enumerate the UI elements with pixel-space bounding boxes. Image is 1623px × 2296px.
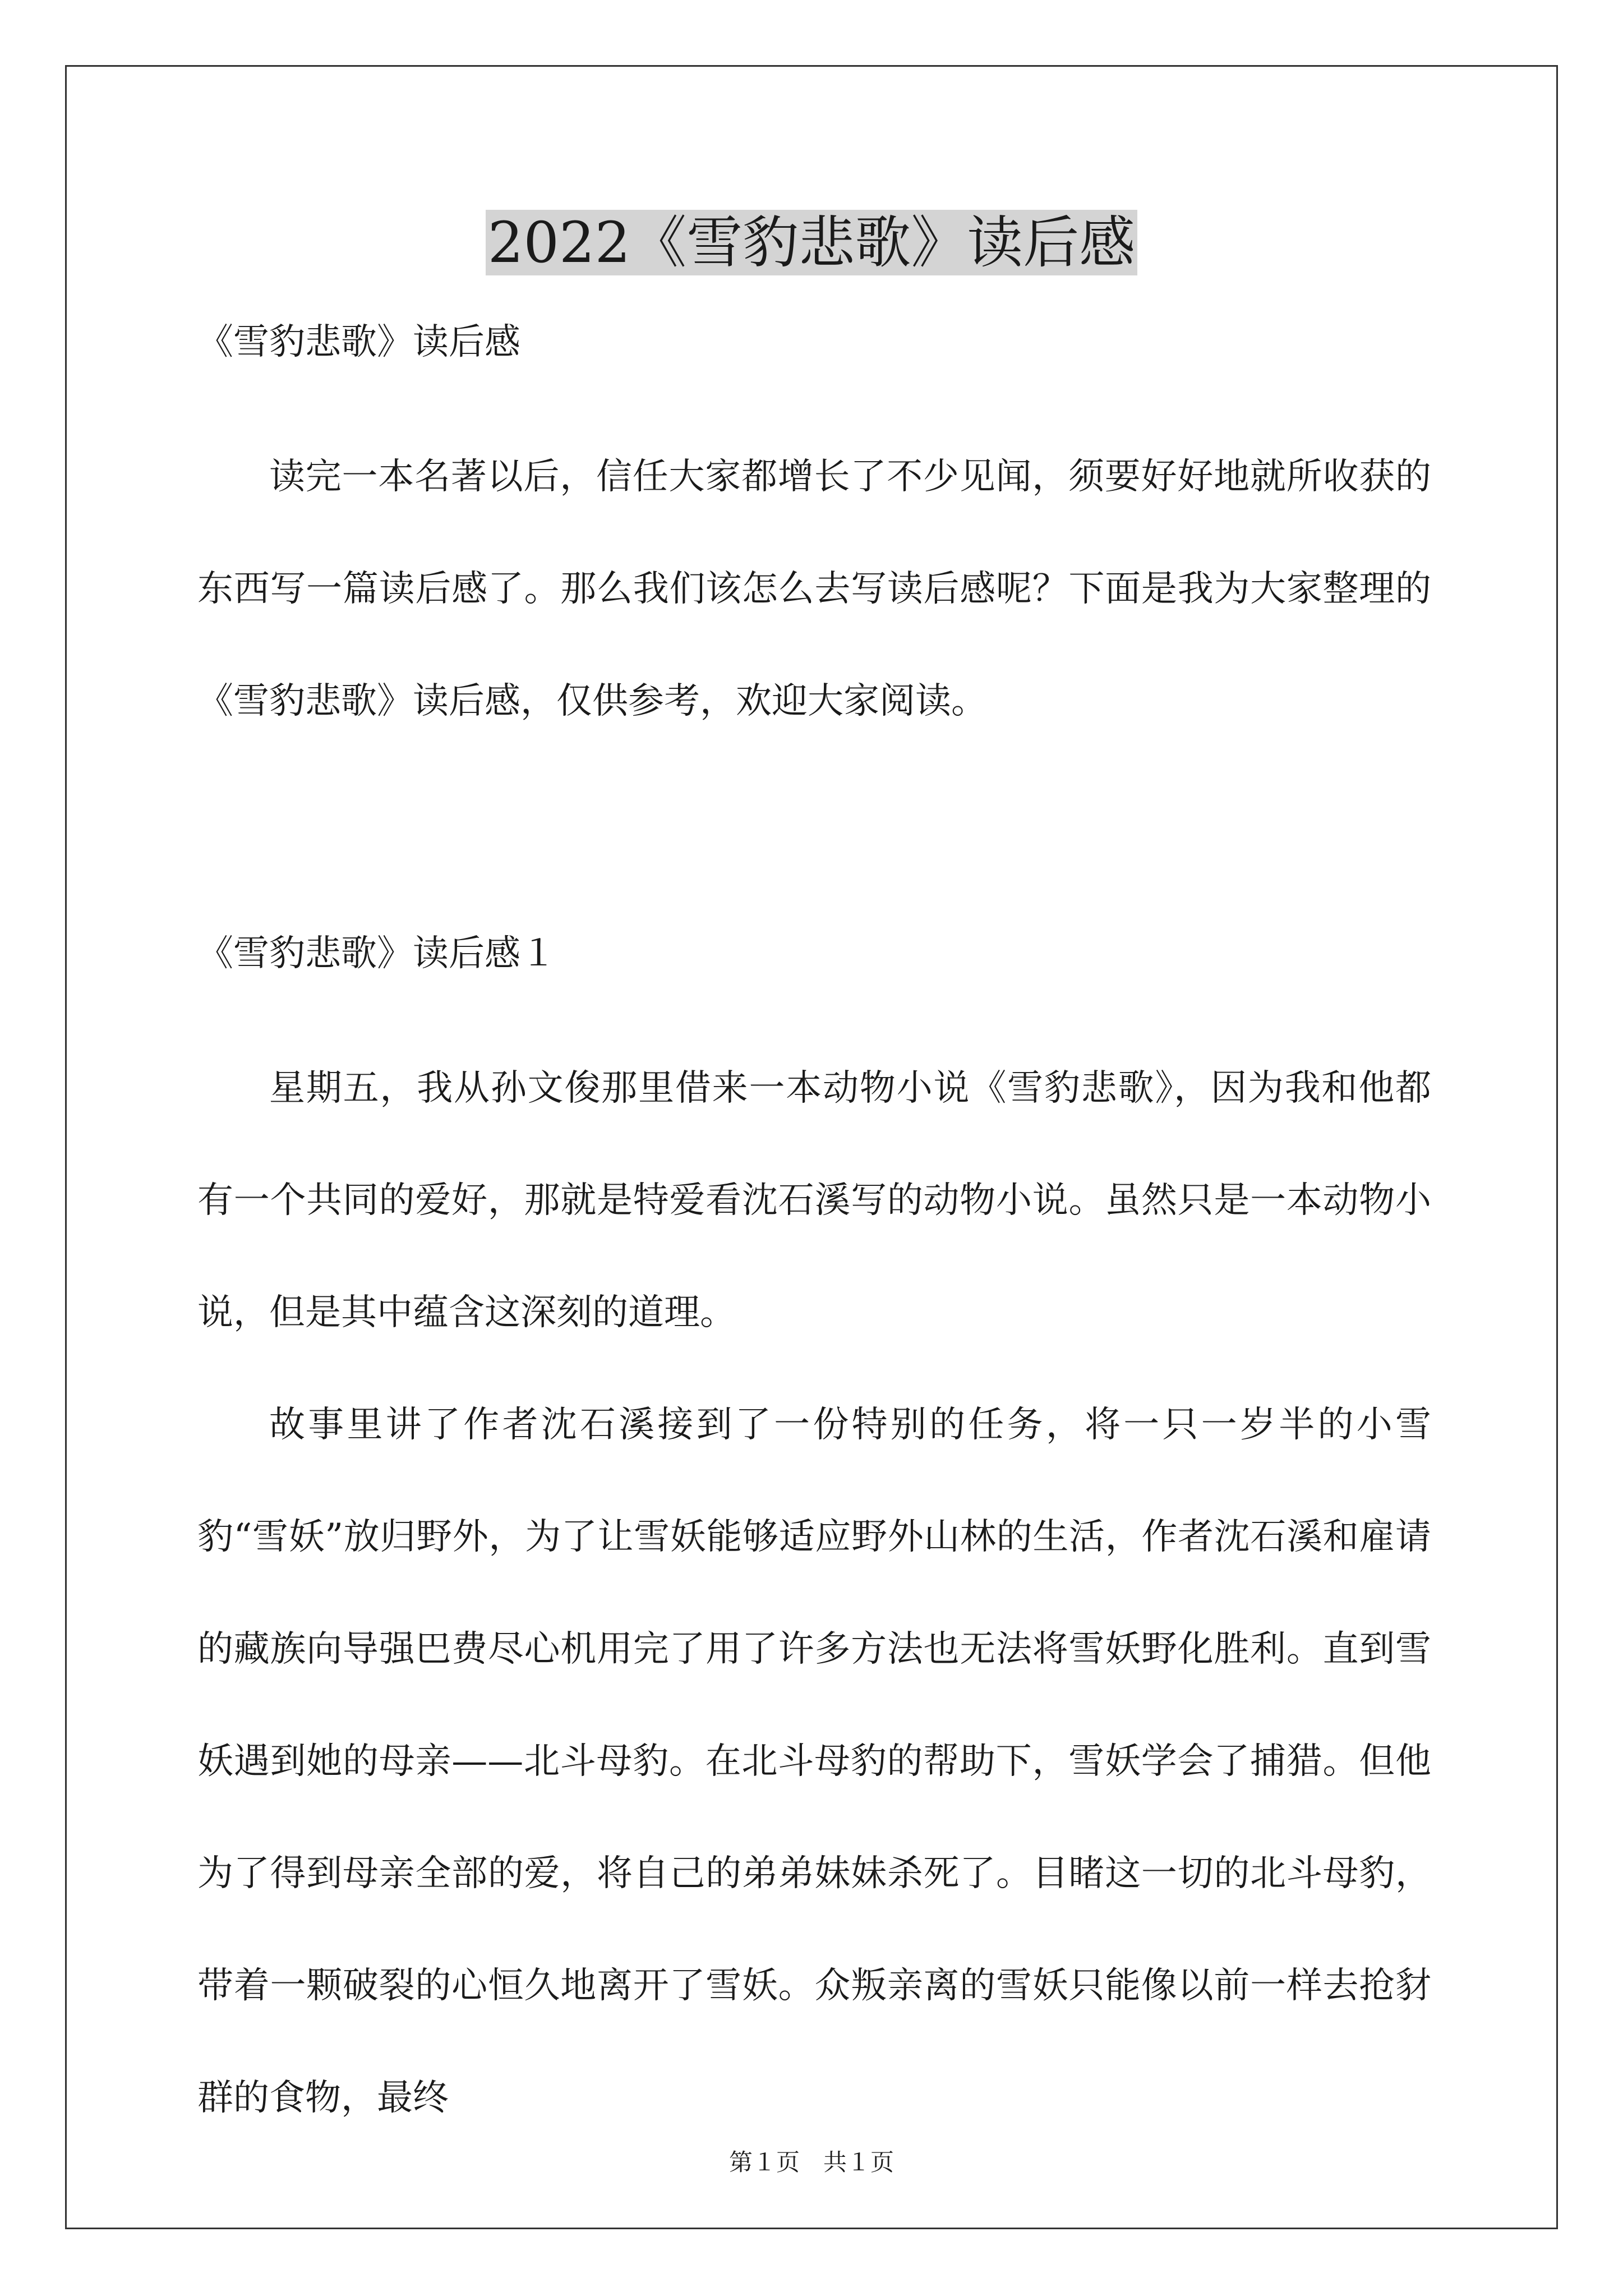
intro-paragraph: 读完一本名著以后，信任大家都增长了不少见闻，须要好好地就所收获的东西写一篇读后感了。那么我们该怎么去写读后感呢？下面是我为大家整理的《雪豹悲歌》读后感，仅供参考，欢迎大家阅读。: [197, 456, 1431, 722]
document-subtitle: 《雪豹悲歌》读后感: [197, 321, 520, 363]
page-footer: 第１页 共１页: [728, 2148, 894, 2176]
document-body: [197, 314, 1431, 2154]
document-title-text: 2022《雪豹悲歌》读后感: [486, 210, 1138, 275]
body-paragraph-1: 星期五，我从孙文俊那里借来一本动物小说《雪豹悲歌》，因为我和他都有一个共同的爱好，那就是特爱看沈石溪写的动物小说。虽然只是一本动物小说，但是其中蕴含这深刻的道理。: [197, 1068, 1431, 1333]
section-heading: 《雪豹悲歌》读后感１: [197, 933, 556, 974]
body-paragraph-2: 故事里讲了作者沈石溪接到了一份特别的任务，将一只一岁半的小雪豹“雪妖”放归野外，为了让雪妖能够适应野外山林的生活，作者沈石溪和雇请的藏族向导强巴费尽心机用完了用了许多方法也无法将雪妖野化胜利。直到雪妖遇到她的母亲——北斗母豹。在北斗母豹的帮助下，雪妖学会了捕猎。但他为了得到母亲全部的爱，将自己的弟弟妹妹杀死了。目睹这一切的北斗母豹，带着一颗破裂的心恒久地离开了雪妖。众叛亲离的雪妖只能像以前一样去抢豺群的食物，最终: [197, 1404, 1431, 2119]
document-title: [0, 206, 1623, 279]
